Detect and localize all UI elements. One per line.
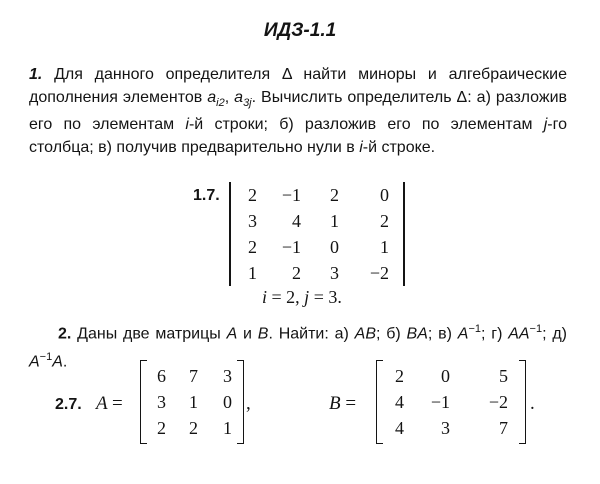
det-cell: 4 [292,211,301,231]
matrix-b-row [382,363,508,389]
matrix-a-grid [146,363,232,441]
determinant [229,182,405,286]
det-cell: 0 [380,185,389,205]
matrix-a-row [146,389,232,415]
matrix-a [140,360,244,444]
det-row [235,182,389,208]
det-cell: 3 [248,211,257,231]
det-cell: 1 [380,237,389,257]
det-cell: −1 [281,185,301,205]
det-grid [235,182,389,286]
matrix-b-cell: 3 [441,418,450,438]
matrices-label: 2.7. [55,396,82,413]
matrix-b-cell: 5 [499,366,508,386]
matrix-b-name: B = [329,393,357,414]
matrix-a-cell: 0 [223,392,232,412]
matrix-b-grid [382,363,508,441]
matrix-a-comma: , [246,393,251,414]
page-title: ИДЗ-1.1 [263,20,337,41]
matrix-b-cell: 4 [395,392,404,412]
matrix-b-row [382,389,508,415]
det-row [235,208,389,234]
matrix-a-row [146,363,232,389]
det-cell: 1 [330,211,339,231]
matrix-a-cell: 2 [189,418,198,438]
det-cell: −1 [281,237,301,257]
matrix-b-cell: 4 [395,418,404,438]
matrix-a-cell: 6 [157,366,166,386]
matrix-b [376,360,526,444]
matrix-b-row [382,415,508,441]
det-cell: 0 [330,237,339,257]
matrix-b-period: . [530,393,535,414]
det-cell: 2 [248,237,257,257]
matrix-a-cell: 2 [157,418,166,438]
det-cell: 1 [248,263,257,283]
det-cell: −2 [369,263,389,283]
det-cell: 3 [330,263,339,283]
matrix-a-cell: 7 [189,366,198,386]
det-cell: 2 [292,263,301,283]
task-1-text: 1. Для данного определителя Δ найти миноры и алгебраические дополнения элементов $a_{i2}$, $a_{3j}$. Вычислить определитель Δ: а) разложив его по элементам i-й строки; б) разложив его по элементам j-го столбца; в) получив предварительно нули в i-й строке. [29,66,568,156]
matrix-b-cell: 0 [441,366,450,386]
matrix-a-cell: 3 [157,392,166,412]
det-condition: i = 2, j = 3. [262,287,342,307]
matrix-a-right-bracket [237,360,244,444]
matrix-a-cell: 1 [189,392,198,412]
det-right-bar [403,182,405,286]
det-left-bar [229,182,231,286]
det-row [235,260,389,286]
matrix-a-cell: 3 [223,366,232,386]
matrix-b-cell: 7 [499,418,508,438]
task-1-number: 1. [29,66,43,83]
task-2-text: 2. Даны две матрицы A и B. Найти: а) AB; б) BA; в) $A^{-1}$; г) $AA^{-1}$; д) $A^{-1}A$. [29,323,568,371]
matrix-a-row [146,415,232,441]
matrix-a-cell: 1 [223,418,232,438]
det-cell: 2 [248,185,257,205]
matrix-b-cell: −1 [430,392,450,412]
det-row [235,234,389,260]
matrix-b-cell: 2 [395,366,404,386]
det-cell: 2 [330,185,339,205]
matrix-b-cell: −2 [488,392,508,412]
matrix-a-name: A = [96,393,123,414]
det-label: 1.7. [193,187,220,204]
det-cell: 2 [380,211,389,231]
matrix-b-right-bracket [519,360,526,444]
task-2-number: 2. [58,325,72,343]
